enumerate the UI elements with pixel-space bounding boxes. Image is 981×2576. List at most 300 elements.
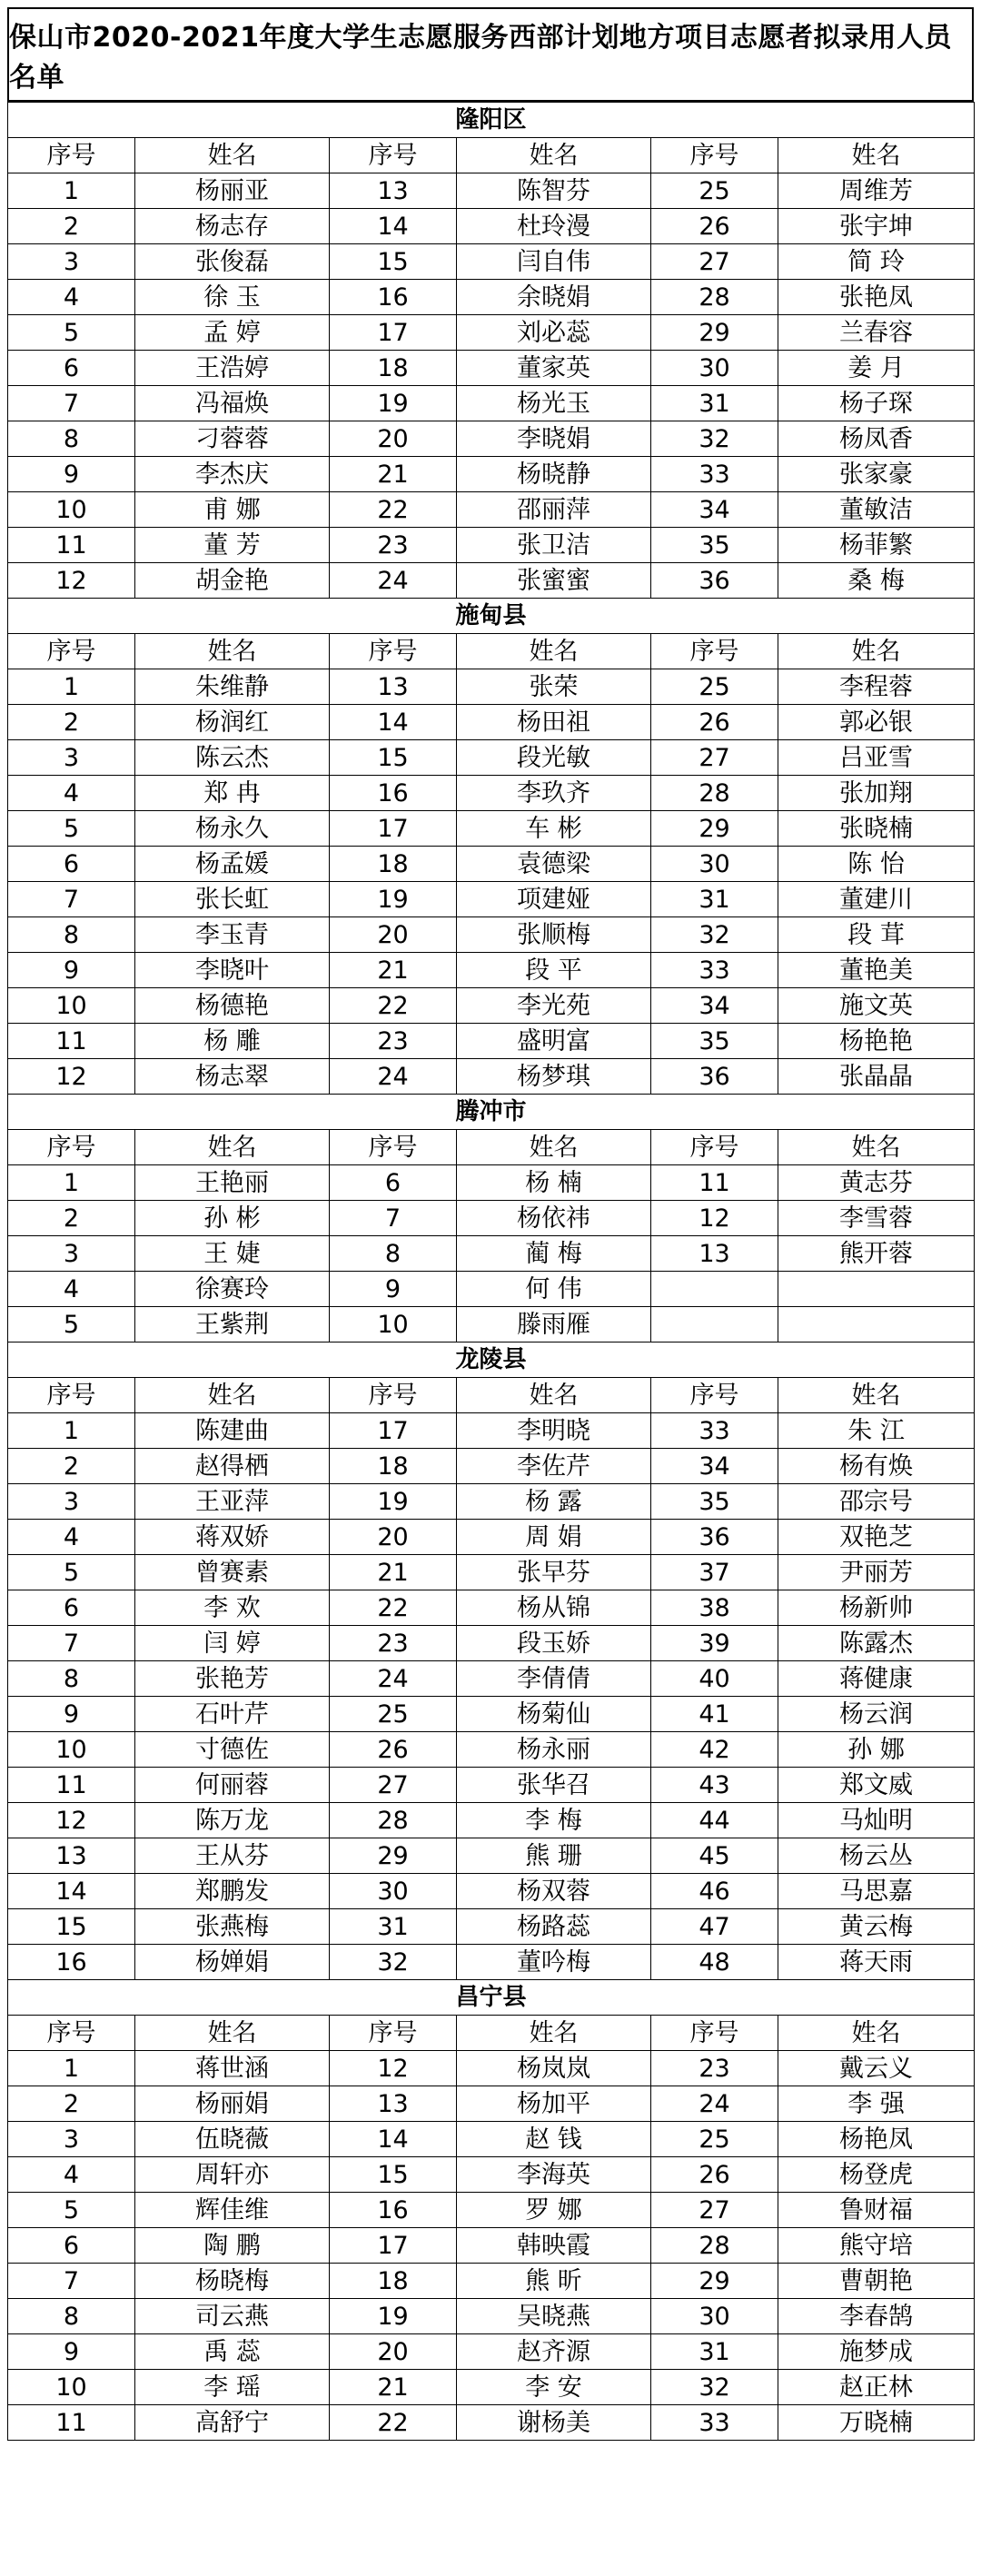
number-cell: 48	[651, 1945, 778, 1980]
table-row	[8, 669, 975, 705]
number-cell: 4	[8, 1272, 135, 1307]
number-cell: 42	[651, 1732, 778, 1768]
table-row	[8, 563, 975, 599]
number-cell: 22	[330, 988, 457, 1024]
header-name: 姓名	[135, 138, 330, 173]
name-cell: 李 梅	[457, 1803, 651, 1838]
number-cell: 5	[8, 1555, 135, 1590]
number-cell: 22	[330, 492, 457, 528]
number-cell: 37	[651, 1555, 778, 1590]
name-cell: 孙 彬	[135, 1201, 330, 1236]
table-row	[8, 351, 975, 386]
number-cell: 10	[8, 1732, 135, 1768]
name-cell: 陈露杰	[778, 1626, 975, 1661]
table-row	[8, 386, 975, 421]
name-cell: 杨丽娟	[135, 2086, 330, 2122]
number-cell: 11	[8, 1024, 135, 1059]
header-name: 姓名	[135, 1378, 330, 1413]
name-cell: 段 平	[457, 953, 651, 988]
table-row	[8, 492, 975, 528]
number-cell	[651, 1272, 778, 1307]
number-cell: 23	[330, 1024, 457, 1059]
table-row	[8, 1803, 975, 1838]
table-row	[8, 811, 975, 847]
table-row	[8, 1661, 975, 1697]
name-cell: 李 欢	[135, 1590, 330, 1626]
number-cell: 19	[330, 882, 457, 917]
number-cell: 6	[8, 847, 135, 882]
name-cell: 盛明富	[457, 1024, 651, 1059]
header-name: 姓名	[457, 1130, 651, 1165]
header-number: 序号	[651, 138, 778, 173]
number-cell: 20	[330, 917, 457, 953]
number-cell: 2	[8, 1449, 135, 1484]
name-cell: 杨婵娟	[135, 1945, 330, 1980]
header-name: 姓名	[778, 1378, 975, 1413]
number-cell: 1	[8, 1413, 135, 1449]
number-cell: 19	[330, 1484, 457, 1520]
table-row	[8, 1024, 975, 1059]
number-cell: 30	[651, 351, 778, 386]
name-cell: 陈建曲	[135, 1413, 330, 1449]
name-cell: 蒋健康	[778, 1661, 975, 1697]
number-cell: 1	[8, 1165, 135, 1201]
number-cell: 14	[330, 2122, 457, 2157]
roster-table	[7, 102, 975, 2441]
table-row	[8, 315, 975, 351]
name-cell: 杨路蕊	[457, 1909, 651, 1945]
number-cell: 11	[8, 1768, 135, 1803]
number-cell: 33	[651, 2405, 778, 2441]
number-cell: 35	[651, 528, 778, 563]
name-cell: 郑鹏发	[135, 1874, 330, 1909]
header-number: 序号	[8, 1378, 135, 1413]
table-row	[8, 740, 975, 776]
name-cell: 杨志翠	[135, 1059, 330, 1095]
table-row	[8, 1909, 975, 1945]
number-cell: 9	[8, 457, 135, 492]
number-cell: 3	[8, 740, 135, 776]
table-row	[8, 2193, 975, 2228]
number-cell: 3	[8, 1484, 135, 1520]
section-title: 昌宁县	[8, 1980, 975, 2016]
name-cell: 杨梦琪	[457, 1059, 651, 1095]
name-cell: 董吟梅	[457, 1945, 651, 1980]
number-cell: 17	[330, 1413, 457, 1449]
name-cell: 姜 月	[778, 351, 975, 386]
column-header-row	[8, 1378, 975, 1413]
number-cell: 18	[330, 847, 457, 882]
name-cell: 熊开蓉	[778, 1236, 975, 1272]
table-row	[8, 1449, 975, 1484]
name-cell: 孟 婷	[135, 315, 330, 351]
name-cell: 李光苑	[457, 988, 651, 1024]
table-row	[8, 1590, 975, 1626]
number-cell: 30	[330, 1874, 457, 1909]
number-cell: 45	[651, 1838, 778, 1874]
header-name: 姓名	[135, 634, 330, 669]
name-cell: 张华召	[457, 1768, 651, 1803]
name-cell: 李海英	[457, 2157, 651, 2193]
name-cell: 王亚萍	[135, 1484, 330, 1520]
name-cell: 杨 露	[457, 1484, 651, 1520]
number-cell: 29	[651, 2264, 778, 2299]
name-cell: 杨凤香	[778, 421, 975, 457]
name-cell: 张艳芳	[135, 1661, 330, 1697]
name-cell: 甫 娜	[135, 492, 330, 528]
table-row	[8, 2405, 975, 2441]
table-row	[8, 2264, 975, 2299]
name-cell: 赵齐源	[457, 2334, 651, 2370]
header-name: 姓名	[457, 1378, 651, 1413]
section-title: 腾冲市	[8, 1095, 975, 1130]
number-cell: 26	[651, 705, 778, 740]
name-cell: 闫自伟	[457, 244, 651, 280]
table-row	[8, 882, 975, 917]
number-cell: 21	[330, 457, 457, 492]
name-cell: 司云燕	[135, 2299, 330, 2334]
number-cell: 33	[651, 1413, 778, 1449]
number-cell: 9	[8, 953, 135, 988]
name-cell: 蒋双娇	[135, 1520, 330, 1555]
name-cell: 蔺 梅	[457, 1236, 651, 1272]
name-cell: 马思嘉	[778, 1874, 975, 1909]
header-number: 序号	[330, 2016, 457, 2051]
column-header-row	[8, 634, 975, 669]
name-cell: 邵宗号	[778, 1484, 975, 1520]
name-cell: 张家豪	[778, 457, 975, 492]
name-cell: 孙 娜	[778, 1732, 975, 1768]
name-cell: 蒋世涵	[135, 2051, 330, 2086]
number-cell: 8	[8, 421, 135, 457]
number-cell: 31	[651, 2334, 778, 2370]
name-cell: 李杰庆	[135, 457, 330, 492]
number-cell: 10	[8, 2370, 135, 2405]
name-cell: 王从芬	[135, 1838, 330, 1874]
name-cell: 杨德艳	[135, 988, 330, 1024]
number-cell: 29	[651, 315, 778, 351]
name-cell: 杨 楠	[457, 1165, 651, 1201]
number-cell: 25	[651, 173, 778, 209]
table-row	[8, 1307, 975, 1342]
number-cell: 28	[651, 776, 778, 811]
name-cell	[778, 1272, 975, 1307]
number-cell: 31	[651, 386, 778, 421]
number-cell: 3	[8, 1236, 135, 1272]
roster-sheet	[7, 7, 974, 2441]
number-cell: 5	[8, 315, 135, 351]
number-cell: 29	[330, 1838, 457, 1874]
name-cell: 杨加平	[457, 2086, 651, 2122]
number-cell: 7	[8, 2264, 135, 2299]
header-name: 姓名	[135, 2016, 330, 2051]
number-cell: 39	[651, 1626, 778, 1661]
name-cell: 简 玲	[778, 244, 975, 280]
name-cell: 赵得栖	[135, 1449, 330, 1484]
table-row	[8, 1768, 975, 1803]
number-cell: 11	[8, 2405, 135, 2441]
name-cell: 杨云润	[778, 1697, 975, 1732]
table-row	[8, 1555, 975, 1590]
table-row	[8, 1732, 975, 1768]
number-cell: 14	[330, 209, 457, 244]
table-row	[8, 1272, 975, 1307]
section-title: 隆阳区	[8, 103, 975, 138]
number-cell: 20	[330, 421, 457, 457]
name-cell: 郑 冉	[135, 776, 330, 811]
name-cell: 杨新帅	[778, 1590, 975, 1626]
number-cell: 18	[330, 2264, 457, 2299]
header-number: 序号	[330, 1378, 457, 1413]
number-cell: 27	[651, 740, 778, 776]
name-cell: 杨永丽	[457, 1732, 651, 1768]
section-header-row	[8, 103, 975, 138]
number-cell: 26	[330, 1732, 457, 1768]
number-cell: 11	[8, 528, 135, 563]
number-cell: 32	[330, 1945, 457, 1980]
number-cell: 9	[8, 2334, 135, 2370]
name-cell: 陈云杰	[135, 740, 330, 776]
number-cell: 26	[651, 2157, 778, 2193]
number-cell: 13	[651, 1236, 778, 1272]
name-cell: 朱维静	[135, 669, 330, 705]
name-cell: 董家英	[457, 351, 651, 386]
name-cell: 赵 钱	[457, 2122, 651, 2157]
number-cell: 44	[651, 1803, 778, 1838]
name-cell: 张加翔	[778, 776, 975, 811]
table-row	[8, 1945, 975, 1980]
name-cell: 何丽蓉	[135, 1768, 330, 1803]
number-cell: 15	[330, 244, 457, 280]
table-row	[8, 1838, 975, 1874]
number-cell: 17	[330, 811, 457, 847]
name-cell: 杨晓梅	[135, 2264, 330, 2299]
number-cell: 10	[8, 492, 135, 528]
header-number: 序号	[8, 2016, 135, 2051]
name-cell: 周维芳	[778, 173, 975, 209]
table-row	[8, 953, 975, 988]
name-cell: 杨艳凤	[778, 2122, 975, 2157]
number-cell: 18	[330, 1449, 457, 1484]
table-row	[8, 173, 975, 209]
number-cell: 6	[8, 351, 135, 386]
name-cell: 陶 鹏	[135, 2228, 330, 2264]
number-cell: 14	[8, 1874, 135, 1909]
header-number: 序号	[330, 1130, 457, 1165]
table-row	[8, 1520, 975, 1555]
name-cell: 马灿明	[778, 1803, 975, 1838]
name-cell: 辉佳维	[135, 2193, 330, 2228]
number-cell: 12	[8, 1803, 135, 1838]
number-cell: 14	[330, 705, 457, 740]
name-cell: 杨菲繁	[778, 528, 975, 563]
name-cell: 王艳丽	[135, 1165, 330, 1201]
name-cell: 鲁财福	[778, 2193, 975, 2228]
name-cell: 谢杨美	[457, 2405, 651, 2441]
name-cell: 张宇坤	[778, 209, 975, 244]
number-cell: 11	[651, 1165, 778, 1201]
number-cell: 5	[8, 811, 135, 847]
name-cell: 李倩倩	[457, 1661, 651, 1697]
name-cell: 张艳凤	[778, 280, 975, 315]
number-cell: 13	[330, 173, 457, 209]
column-header-row	[8, 1130, 975, 1165]
name-cell: 杨有焕	[778, 1449, 975, 1484]
table-row	[8, 2051, 975, 2086]
column-header-row	[8, 2016, 975, 2051]
name-cell: 袁德梁	[457, 847, 651, 882]
header-name: 姓名	[778, 1130, 975, 1165]
number-cell: 32	[651, 917, 778, 953]
name-cell: 陈万龙	[135, 1803, 330, 1838]
name-cell: 李 安	[457, 2370, 651, 2405]
header-number: 序号	[651, 1130, 778, 1165]
number-cell: 30	[651, 2299, 778, 2334]
number-cell: 16	[330, 776, 457, 811]
number-cell: 33	[651, 457, 778, 492]
name-cell: 桑 梅	[778, 563, 975, 599]
number-cell: 47	[651, 1909, 778, 1945]
number-cell: 2	[8, 2086, 135, 2122]
header-number: 序号	[8, 634, 135, 669]
name-cell: 李 瑶	[135, 2370, 330, 2405]
name-cell: 董艳美	[778, 953, 975, 988]
number-cell: 21	[330, 2370, 457, 2405]
name-cell: 郑文威	[778, 1768, 975, 1803]
number-cell: 8	[8, 2299, 135, 2334]
name-cell: 张长虹	[135, 882, 330, 917]
table-row	[8, 917, 975, 953]
name-cell: 熊 昕	[457, 2264, 651, 2299]
table-row	[8, 988, 975, 1024]
header-name: 姓名	[457, 634, 651, 669]
name-cell: 杨菊仙	[457, 1697, 651, 1732]
header-number: 序号	[651, 1378, 778, 1413]
section-title: 施甸县	[8, 599, 975, 634]
name-cell: 张蜜蜜	[457, 563, 651, 599]
number-cell: 10	[330, 1307, 457, 1342]
name-cell: 陈 怡	[778, 847, 975, 882]
name-cell: 高舒宁	[135, 2405, 330, 2441]
name-cell: 蒋天雨	[778, 1945, 975, 1980]
header-number: 序号	[8, 1130, 135, 1165]
name-cell: 杨云丛	[778, 1838, 975, 1874]
name-cell: 杨田祖	[457, 705, 651, 740]
name-cell: 曾赛素	[135, 1555, 330, 1590]
number-cell	[651, 1307, 778, 1342]
name-cell: 张早芬	[457, 1555, 651, 1590]
number-cell: 27	[651, 244, 778, 280]
number-cell: 26	[651, 209, 778, 244]
number-cell: 36	[651, 1059, 778, 1095]
number-cell: 20	[330, 1520, 457, 1555]
table-row	[8, 280, 975, 315]
header-name: 姓名	[457, 138, 651, 173]
number-cell: 18	[330, 351, 457, 386]
table-row	[8, 776, 975, 811]
name-cell: 杨志存	[135, 209, 330, 244]
number-cell: 23	[330, 1626, 457, 1661]
name-cell: 双艳芝	[778, 1520, 975, 1555]
name-cell: 兰春容	[778, 315, 975, 351]
name-cell: 刘必蕊	[457, 315, 651, 351]
name-cell: 曹朝艳	[778, 2264, 975, 2299]
table-row	[8, 2086, 975, 2122]
section-header-row	[8, 599, 975, 634]
name-cell: 朱 江	[778, 1413, 975, 1449]
name-cell: 李明晓	[457, 1413, 651, 1449]
header-number: 序号	[330, 634, 457, 669]
number-cell: 20	[330, 2334, 457, 2370]
name-cell: 董 芳	[135, 528, 330, 563]
number-cell: 12	[8, 563, 135, 599]
number-cell: 6	[330, 1165, 457, 1201]
name-cell: 杨登虎	[778, 2157, 975, 2193]
table-row	[8, 2122, 975, 2157]
name-cell: 刁蓉蓉	[135, 421, 330, 457]
header-number: 序号	[8, 138, 135, 173]
name-cell: 余晓娟	[457, 280, 651, 315]
number-cell: 17	[330, 2228, 457, 2264]
name-cell: 董敏洁	[778, 492, 975, 528]
number-cell: 15	[330, 740, 457, 776]
column-header-row	[8, 138, 975, 173]
name-cell: 徐赛玲	[135, 1272, 330, 1307]
name-cell: 万晓楠	[778, 2405, 975, 2441]
number-cell: 28	[651, 280, 778, 315]
number-cell: 24	[651, 2086, 778, 2122]
number-cell: 35	[651, 1024, 778, 1059]
table-row	[8, 457, 975, 492]
name-cell: 段 茸	[778, 917, 975, 953]
table-row	[8, 1874, 975, 1909]
number-cell: 9	[8, 1697, 135, 1732]
name-cell: 杨岚岚	[457, 2051, 651, 2086]
number-cell: 2	[8, 1201, 135, 1236]
number-cell: 12	[8, 1059, 135, 1095]
table-row	[8, 2157, 975, 2193]
name-cell: 禹 蕊	[135, 2334, 330, 2370]
table-row	[8, 528, 975, 563]
name-cell: 郭必银	[778, 705, 975, 740]
name-cell	[778, 1307, 975, 1342]
section-header-row	[8, 1342, 975, 1378]
number-cell: 38	[651, 1590, 778, 1626]
number-cell: 33	[651, 953, 778, 988]
number-cell: 32	[651, 421, 778, 457]
number-cell: 8	[330, 1236, 457, 1272]
number-cell: 15	[8, 1909, 135, 1945]
number-cell: 28	[651, 2228, 778, 2264]
name-cell: 董建川	[778, 882, 975, 917]
name-cell: 王紫荆	[135, 1307, 330, 1342]
name-cell: 徐 玉	[135, 280, 330, 315]
table-row	[8, 1165, 975, 1201]
name-cell: 张俊磊	[135, 244, 330, 280]
table-row	[8, 1201, 975, 1236]
number-cell: 23	[330, 528, 457, 563]
number-cell: 16	[8, 1945, 135, 1980]
number-cell: 24	[330, 1661, 457, 1697]
number-cell: 4	[8, 1520, 135, 1555]
name-cell: 杨丽亚	[135, 173, 330, 209]
name-cell: 熊守培	[778, 2228, 975, 2264]
number-cell: 34	[651, 1449, 778, 1484]
number-cell: 2	[8, 705, 135, 740]
name-cell: 李佐芹	[457, 1449, 651, 1484]
number-cell: 46	[651, 1874, 778, 1909]
number-cell: 9	[330, 1272, 457, 1307]
